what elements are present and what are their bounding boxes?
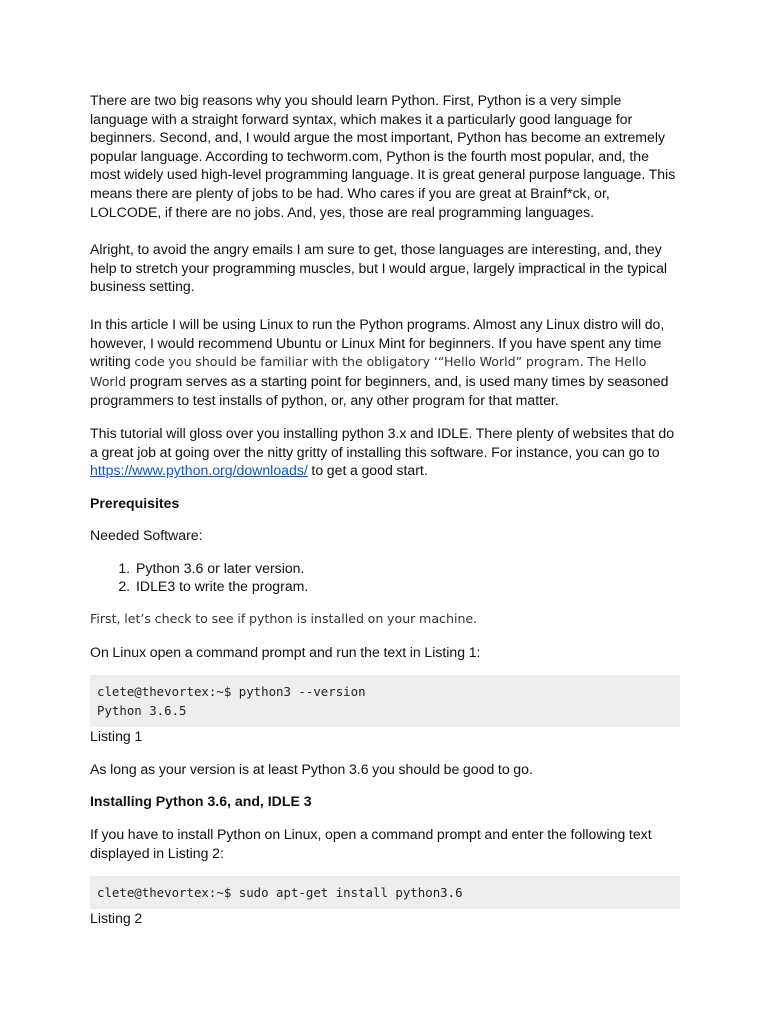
disclaimer-paragraph: Alright, to avoid the angry emails I am sure to get, those languages are interesting, and, they help to stretch your programming muscles, but I would argue, largely impractical in the typical business setting. [90,241,668,295]
tutorial-paragraph-text-a: This tutorial will gloss over you installing python 3.x and IDLE. There plenty of websites that do a great job at going over the nitty gritty of installing this software. For instance, you can go to [90,424,675,460]
tutorial-paragraph-text-b: to get a good start. [307,462,428,479]
linux-paragraph-text-c: program serves as a starting point for beginners, and, is used many times by seasoned programmers to test installs of python, or, any other program for that matter. [90,372,669,409]
linux-paragraph-text-a: In this article I will be using Linux to run the Python programs. Almost any Linux distro will do, however, I would recommend Ubuntu or Linux Mint for beginners. If you have spent any time writing [90,315,665,370]
install-intro-text: If you have to install Python on Linux, open a command prompt and enter the following text displayed in Listing 2: [90,826,652,861]
list-item: 1. Python 3.6 or later version. [134,559,680,578]
listing-1-caption: Listing 1 [90,728,143,745]
check-install-text: First, let’s check to see if python is installed on your machine. [90,611,478,627]
installing-heading: Installing Python 3.6, and, IDLE 3 [90,793,312,810]
listing-2-code-block: clete@thevortex:~$ sudo apt-get install python3.6 [90,876,680,909]
run-listing-text: On Linux open a command prompt and run the text in Listing 1: [90,643,481,660]
linux-paragraph-text-b: code you should be familiar with the obligatory ‘“Hello World” program. The Hello World [90,354,647,389]
linux-paragraph [90,315,680,410]
version-note: As long as your version is at least Python 3.6 you should be good to go. [90,760,533,777]
python-downloads-link[interactable]: https://www.python.org/downloads/ [90,462,308,479]
tutorial-paragraph [90,424,680,480]
needed-software-label: Needed Software: [90,527,203,544]
software-list [90,559,680,596]
list-item: 2. IDLE3 to write the program. [134,577,680,596]
intro-paragraph: There are two big reasons why you should learn Python. First, Python is a very simple language with a straight forward syntax, which makes it a particularly good language for beginners. Second, and, I would argue the most important, Python has become an extremely popular language. According to techworm.com, Python is the fourth most popular, and, the most widely used high-level programming language. It is great general purpose language. This means there are plenty of jobs to be had. Who cares if you are great at Brainf*ck, or, LOLCODE, if there are no jobs. And, yes, those are real programming languages. [90,92,676,220]
article-body [90,91,680,942]
listing-1-code-block: clete@thevortex:~$ python3 --version Python 3.6.5 [90,675,680,727]
prerequisites-heading: Prerequisites [90,494,180,511]
listing-2-caption: Listing 2 [90,910,143,927]
